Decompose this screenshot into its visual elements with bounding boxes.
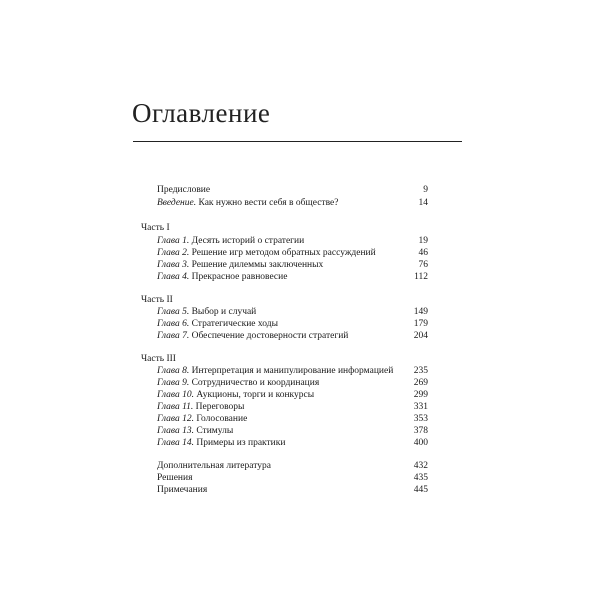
toc-entry-page: 331 [413, 402, 428, 412]
toc-entry-introduction [0, 197, 600, 209]
toc-entry-solutions [0, 472, 600, 484]
toc-entry-text: Выбор и случай [191, 307, 257, 317]
toc-entry-chapter [0, 437, 600, 449]
toc-entry-label: Глава 5. [157, 307, 190, 317]
toc-entry-chapter [0, 271, 600, 283]
toc-entry-title [157, 271, 287, 283]
toc-entry-label: Глава 1. [157, 236, 190, 246]
toc-entry-page: 149 [413, 307, 428, 317]
toc-entry-text: Десять историй о стратегии [191, 236, 305, 246]
toc-entry-chapter [0, 306, 600, 318]
toc-entry-label: Глава 2. [157, 248, 190, 258]
title-divider [133, 141, 462, 142]
toc-entry-title [157, 306, 256, 318]
toc-entry-chapter [0, 365, 600, 377]
toc-entry-title [157, 389, 314, 401]
toc-entry-title [157, 437, 285, 449]
page-title: Оглавление [132, 98, 271, 128]
toc-entry-text: Аукционы, торги и конкурсы [196, 390, 315, 400]
toc-entry-page: 235 [413, 366, 428, 376]
toc-entry-chapter [0, 413, 600, 425]
toc-entry-title [157, 425, 233, 437]
toc-entry-title [157, 235, 304, 247]
toc-entry-label: Глава 14. [157, 438, 194, 448]
toc-entry-label: Глава 4. [157, 272, 190, 282]
toc-entry-label: Глава 11. [157, 402, 194, 412]
toc-entry-label: Глава 8. [157, 366, 190, 376]
toc-entry-notes [0, 484, 600, 496]
toc-entry-label: Глава 7. [157, 331, 190, 341]
toc-entry-page: 400 [413, 438, 428, 448]
toc-entry-text: Переговоры [195, 402, 245, 412]
toc-entry-label: Глава 13. [157, 426, 194, 436]
toc-entry-page: 269 [413, 378, 428, 388]
toc-entry-text: Интерпретация и манипулирование информацией [191, 366, 394, 376]
toc-entry-text: Прекрасное равновесие [191, 272, 288, 282]
toc-part-heading: Часть III [141, 354, 176, 364]
toc-entry-page: 19 [418, 236, 428, 246]
toc-entry-page: 76 [418, 260, 428, 270]
toc-entry-page: 112 [414, 272, 428, 282]
toc-entry-title [157, 413, 247, 425]
toc-entry-title: Предисловие [157, 185, 211, 195]
toc-entry-page: 435 [413, 473, 428, 483]
toc-entry-title [157, 197, 338, 209]
toc-entry-page: 179 [413, 319, 428, 329]
toc-entry-page: 9 [423, 185, 428, 195]
toc-part-heading: Часть II [141, 295, 173, 305]
toc-entry-page: 378 [413, 426, 428, 436]
toc-entry-page: 445 [413, 485, 428, 495]
toc-entry-label: Глава 3. [157, 260, 190, 270]
toc-entry-chapter [0, 318, 600, 330]
toc-entry-label: Глава 6. [157, 319, 190, 329]
toc-entry-text: Обеспечение достоверности стратегий [191, 331, 349, 341]
toc-entry-label: Глава 10. [157, 390, 194, 400]
toc-entry-chapter [0, 247, 600, 259]
toc-entry-title [157, 330, 348, 342]
toc-entry-text: Решение дилеммы заключенных [191, 260, 324, 270]
toc-entry-chapter [0, 259, 600, 271]
toc-entry-page: 46 [418, 248, 428, 258]
toc-entry-text: Примеры из практики [196, 438, 286, 448]
toc-entry-text: Решение игр методом обратных рассуждений [191, 248, 376, 258]
toc-entry-title [157, 259, 323, 271]
toc-entry-text: Голосование [196, 414, 248, 424]
toc-entry-label: Глава 12. [157, 414, 194, 424]
toc-entry-page: 299 [413, 390, 428, 400]
toc-entry-text: Стимулы [196, 426, 234, 436]
toc-entry-title [157, 318, 278, 330]
toc-entry-chapter [0, 401, 600, 413]
toc-entry-page: 14 [418, 198, 428, 208]
toc-entry-title: Дополнительная литература [157, 461, 271, 471]
toc-entry-text: Стратегические ходы [191, 319, 278, 329]
toc-entry-preface [0, 184, 600, 196]
toc-entry-further-reading [0, 460, 600, 472]
toc-entry-title [157, 365, 393, 377]
toc-entry-title [157, 377, 319, 389]
toc-entry-chapter [0, 330, 600, 342]
toc-entry-text: Сотрудничество и координация [191, 378, 320, 388]
toc-part-heading: Часть I [141, 223, 170, 233]
toc-entry-chapter [0, 235, 600, 247]
toc-entry-chapter [0, 389, 600, 401]
toc-entry-title: Решения [157, 473, 193, 483]
toc-entry-title [157, 401, 244, 413]
toc-entry-chapter [0, 377, 600, 389]
toc-entry-page: 204 [413, 331, 428, 341]
toc-entry-title: Примечания [157, 485, 208, 495]
toc-entry-label: Глава 9. [157, 378, 190, 388]
toc-entry-title [157, 247, 376, 259]
toc-entry-label: Введение. [157, 198, 197, 208]
toc-entry-page: 353 [413, 414, 428, 424]
toc-entry-page: 432 [413, 461, 428, 471]
toc-entry-text: Как нужно вести себя в обществе? [198, 198, 339, 208]
toc-entry-chapter [0, 425, 600, 437]
